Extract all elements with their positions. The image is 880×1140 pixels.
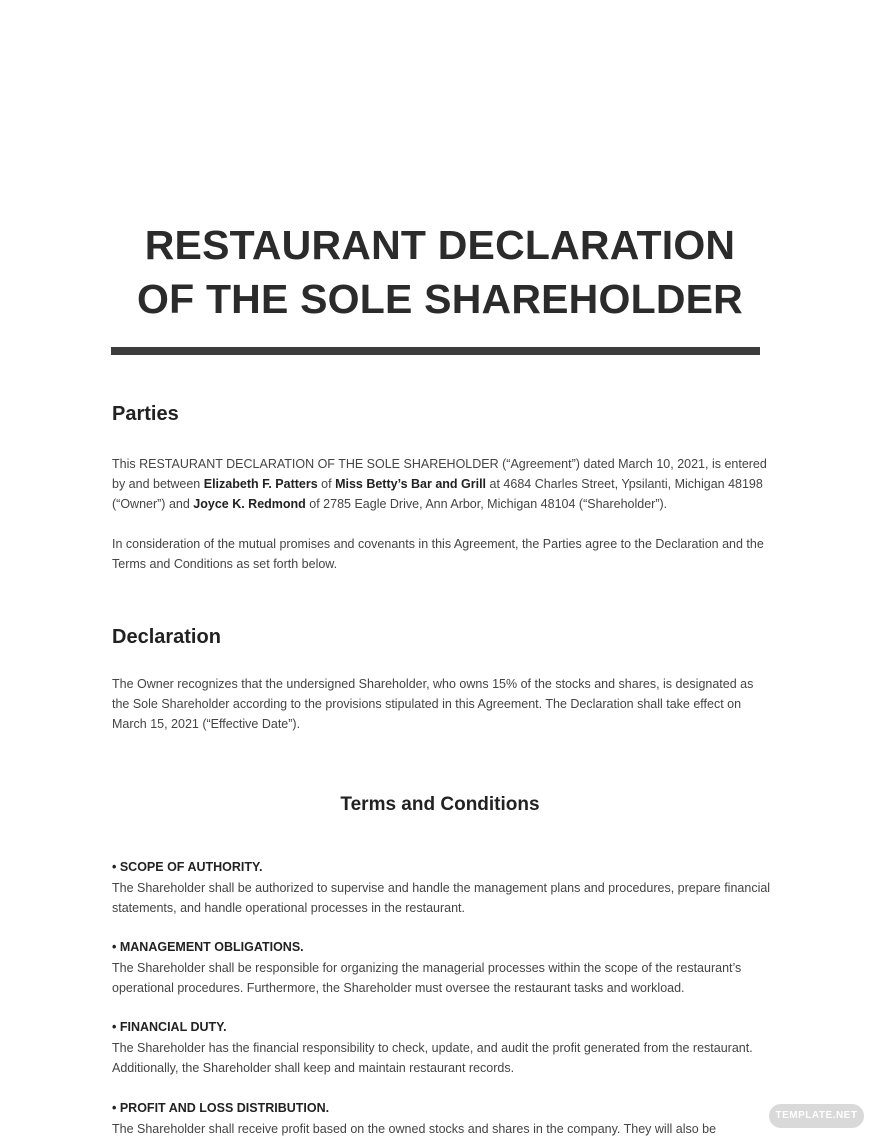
document-title bbox=[60, 218, 820, 326]
term-title-scope: • SCOPE OF AUTHORITY. bbox=[112, 860, 263, 874]
title-line-2: OF THE SOLE SHAREHOLDER bbox=[137, 276, 743, 322]
term-title-profit-loss: • PROFIT AND LOSS DISTRIBUTION. bbox=[112, 1101, 330, 1115]
declaration-paragraph: The Owner recognizes that the undersigned Shareholder, who owns 15% of the stocks and shares, is designated as the Sole Shareholder according to the provisions stipulated in this Agreement. The Declaration shall take effect on March 15, 2021 (“Effective Date”). bbox=[112, 677, 754, 731]
parties-heading: Parties bbox=[112, 403, 179, 425]
title-divider bbox=[111, 347, 760, 355]
term-title-management: • MANAGEMENT OBLIGATIONS. bbox=[112, 940, 304, 954]
term-title-financial: • FINANCIAL DUTY. bbox=[112, 1020, 227, 1034]
title-line-1: RESTAURANT DECLARATION bbox=[144, 222, 736, 268]
term-body-scope: The Shareholder shall be authorized to supervise and handle the management plans and procedures, prepare financial statements, and handle operational processes in the restaurant. bbox=[112, 881, 771, 915]
term-body-management: The Shareholder shall be responsible for organizing the managerial processes within the scope of the restaurant’s operational procedures. Furthermore, the Shareholder must oversee the restaurant tasks and workload. bbox=[112, 961, 742, 995]
template-watermark: TEMPLATE.NET bbox=[769, 1104, 864, 1128]
term-body-financial: The Shareholder has the financial responsibility to check, update, and audit the profit generated from the restaurant. Additionally, the Shareholder shall keep and maintain restaurant records. bbox=[112, 1041, 753, 1075]
terms-heading: Terms and Conditions bbox=[340, 794, 540, 815]
declaration-heading: Declaration bbox=[112, 626, 221, 648]
business-name: Miss Betty’s Bar and Grill bbox=[335, 477, 487, 491]
shareholder-name: Joyce K. Redmond bbox=[193, 497, 306, 511]
owner-name: Elizabeth F. Patters bbox=[203, 477, 318, 491]
term-body-profit-loss: The Shareholder shall receive profit based on the owned stocks and shares in the company. They will also be bbox=[112, 1122, 717, 1136]
parties-paragraph-2: In consideration of the mutual promises and covenants in this Agreement, the Parties agree to the Declaration and the Terms and Conditions as set forth below. bbox=[112, 537, 764, 571]
parties-paragraph-1: This RESTAURANT DECLARATION OF THE SOLE SHAREHOLDER (“Agreement”) dated March 10, 2021, is entered by and between Elizabeth F. Patters of Miss Betty’s Bar and Grill at 4684 Charles Street, Ypsilanti, Michigan 48198 (“Owner”) and Joyce K. Redmond of 2785 Eagle Drive, Ann Arbor, Michigan 48104 (“Shareholder”). bbox=[112, 457, 767, 511]
